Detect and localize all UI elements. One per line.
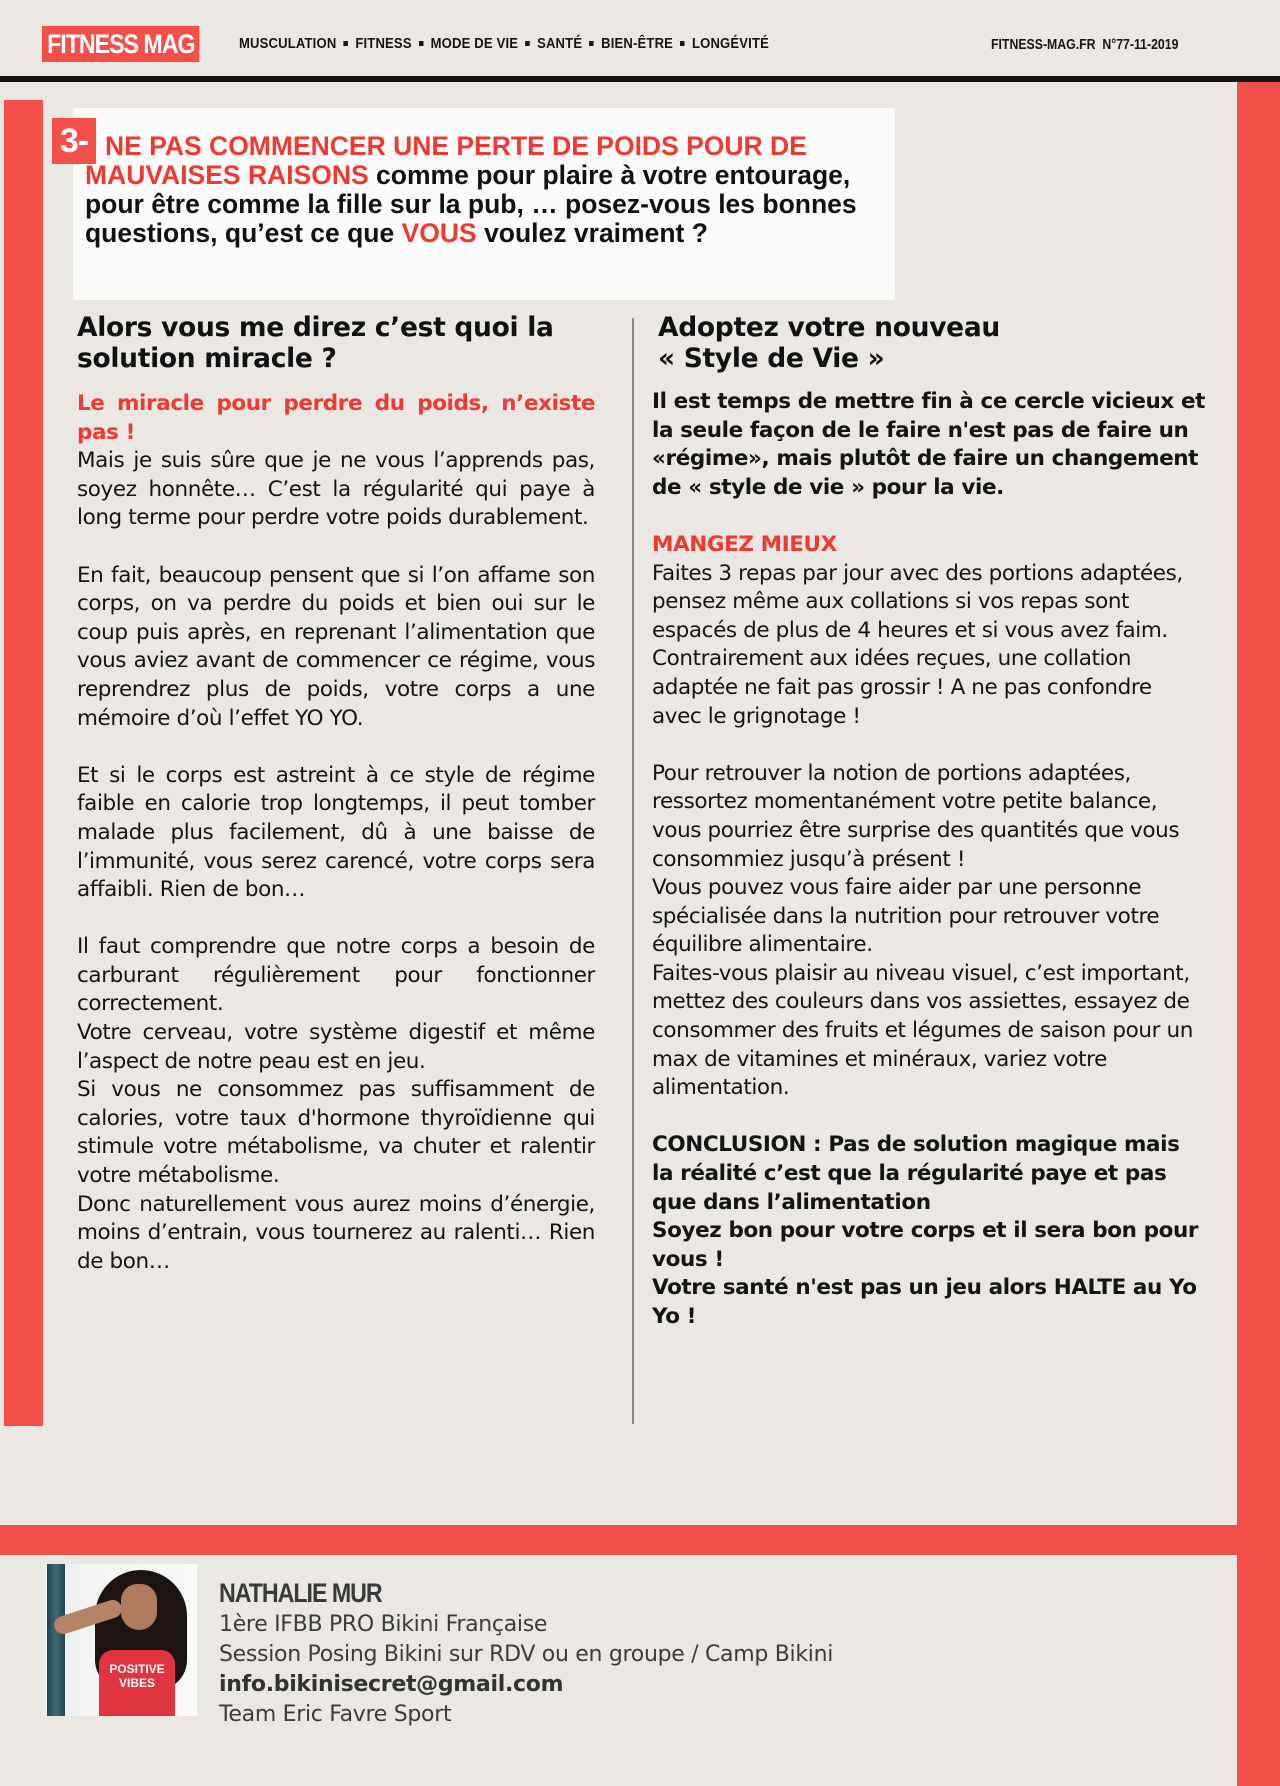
footer-accent-band: [0, 1525, 1237, 1555]
nav-item-longevite[interactable]: LONGÉVITÉ: [691, 36, 770, 52]
paragraph: Contrairement aux idées reçues, une collation adaptée ne fait pas grossir ! A ne pas confondre avec le grignotage !: [652, 646, 1152, 729]
author-photo: [43, 1564, 197, 1716]
left-column-heading: Alors vous me direz c’est quoi la solution miracle ?: [77, 312, 554, 374]
author-title: 1ère IFBB PRO Bikini Française: [219, 1612, 548, 1637]
paragraph: Vous pouvez vous faire aider par une personne spécialisée dans la nutrition pour retrouver votre équilibre alimentaire.: [652, 875, 1160, 958]
left-accent-bar: [4, 100, 43, 1426]
separator-square-icon: [589, 41, 594, 46]
nav-item-bien-etre[interactable]: BIEN-ÊTRE: [601, 36, 674, 52]
photo-shirt-text: POSITIVE VIBES: [109, 1662, 165, 1690]
nav-item-musculation[interactable]: MUSCULATION: [239, 36, 337, 52]
paragraph: Et si le corps est astreint à ce style de régime faible en calorie trop longtemps, il peut tomber malade plus facilement, dû à une baisse de l’immunité, vous serez carencé, votre corps sera affaibli. Rien de bon…: [77, 762, 595, 903]
conclusion-line: Soyez bon pour votre corps et il sera bon pour vous !: [652, 1218, 1199, 1272]
paragraph: Pour retrouver la notion de portions adaptées, ressortez momentanément votre petite balance, vous pourriez être surprise des quantités que vous consommiez jusqu’à présent !: [652, 760, 1180, 872]
tip-body-end: voulez vraiment ?: [476, 218, 708, 248]
paragraph: Donc naturellement vous aurez moins d’énergie, moins d’entrain, vous tournerez au ralenti… Rien de bon…: [77, 1191, 595, 1274]
nav-item-fitness[interactable]: FITNESS: [355, 36, 412, 52]
paragraph: Votre cerveau, votre système digestif et même l’aspect de notre peau est en jeu.: [77, 1020, 595, 1074]
paragraph: Mais je suis sûre que je ne vous l’apprends pas, soyez honnête… C’est la régularité qui paye à long terme pour perdre votre poids durablement.: [77, 448, 595, 531]
tip-body: comme pour plaire à votre entourage, pour être comme la fille sur la pub, … posez-vous les bonnes questions, qu’est ce que: [85, 160, 857, 248]
header-rule: [0, 76, 1280, 82]
tip-emphasis-vous: VOUS: [401, 218, 477, 248]
separator-square-icon: [680, 41, 685, 46]
issue-info: [991, 36, 1178, 53]
paragraph: Il faut comprendre que notre corps a besoin de carburant régulièrement pour fonctionner correctement.: [77, 934, 595, 1017]
author-email-link[interactable]: info.bikinisecret@gmail.com: [219, 1672, 564, 1697]
right-accent-bar: [1237, 82, 1280, 1786]
author-bio: [219, 1578, 1119, 1730]
tip-title: NE PAS COMMENCER UNE PERTE DE POIDS POUR DE MAUVAISES RAISONS: [85, 131, 807, 190]
right-heading-line1: Adoptez votre nouveau: [658, 312, 1000, 343]
right-heading-line2: « Style de Vie »: [658, 343, 885, 374]
author-team: Team Eric Favre Sport: [219, 1702, 452, 1727]
separator-square-icon: [344, 41, 349, 46]
paragraph: Faites 3 repas par jour avec des portions adaptées, pensez même aux collations si vos repas sont espacés de plus de 4 heures et si vous avez faim.: [652, 560, 1183, 643]
magazine-logo[interactable]: FITNESS MAG: [42, 26, 200, 62]
separator-square-icon: [419, 41, 424, 46]
masthead: [0, 0, 1280, 82]
right-column: [652, 312, 1207, 1332]
paragraph: Faites-vous plaisir au niveau visuel, c’est important, mettez des couleurs dans vos assiettes, essayez de consommer des fruits et légumes de saison pour un max de vitamines et minéraux, variez votre alimentation.: [652, 960, 1193, 1101]
right-intro: Il est temps de mettre fin à ce cercle vicieux et la seule façon de le faire n'est pas de faire un «régime», mais plutôt de faire un changement de « style de vie » pour la vie.: [652, 389, 1206, 500]
subheading-mangez-mieux: MANGEZ MIEUX: [652, 531, 837, 557]
tip-callout-text: [85, 132, 885, 248]
column-divider: [632, 318, 634, 1424]
left-column: [77, 312, 595, 1276]
nav-item-mode-de-vie[interactable]: MODE DE VIE: [430, 36, 519, 52]
conclusion: CONCLUSION : Pas de solution magique mais la réalité c’est que la régularité paye et pas que dans l’alimentation: [652, 1132, 1180, 1215]
author-services: Session Posing Bikini sur RDV ou en groupe / Camp Bikini: [219, 1642, 834, 1667]
paragraph: Si vous ne consommez pas suffisamment de calories, votre taux d'hormone thyroïdienne qui stimule votre métabolisme, va chuter et ralentir votre métabolisme.: [77, 1077, 595, 1189]
issue-number: N°77-11-2019: [1102, 36, 1179, 53]
paragraph: En fait, beaucoup pensent que si l’on affame son corps, on va perdre du poids et bien oui sur le coup puis après, en reprenant l’alimentation que vous aviez avant de commencer ce régime, vous reprendrez plus de poids, votre corps a une mémoire d’où l’effet YO YO.: [77, 562, 595, 731]
right-column-heading: [658, 312, 1207, 374]
author-name: NATHALIE MUR: [219, 1578, 382, 1608]
tip-number-badge: 3-: [52, 118, 96, 164]
site-url[interactable]: FITNESS-MAG.FR: [991, 36, 1096, 53]
section-nav: [239, 36, 769, 52]
conclusion-line: Votre santé n'est pas un jeu alors HALTE au Yo Yo !: [652, 1275, 1197, 1329]
separator-square-icon: [525, 41, 530, 46]
left-lead: Le miracle pour perdre du poids, n’existe pas !: [77, 391, 595, 445]
nav-item-sante[interactable]: SANTÉ: [537, 36, 583, 52]
